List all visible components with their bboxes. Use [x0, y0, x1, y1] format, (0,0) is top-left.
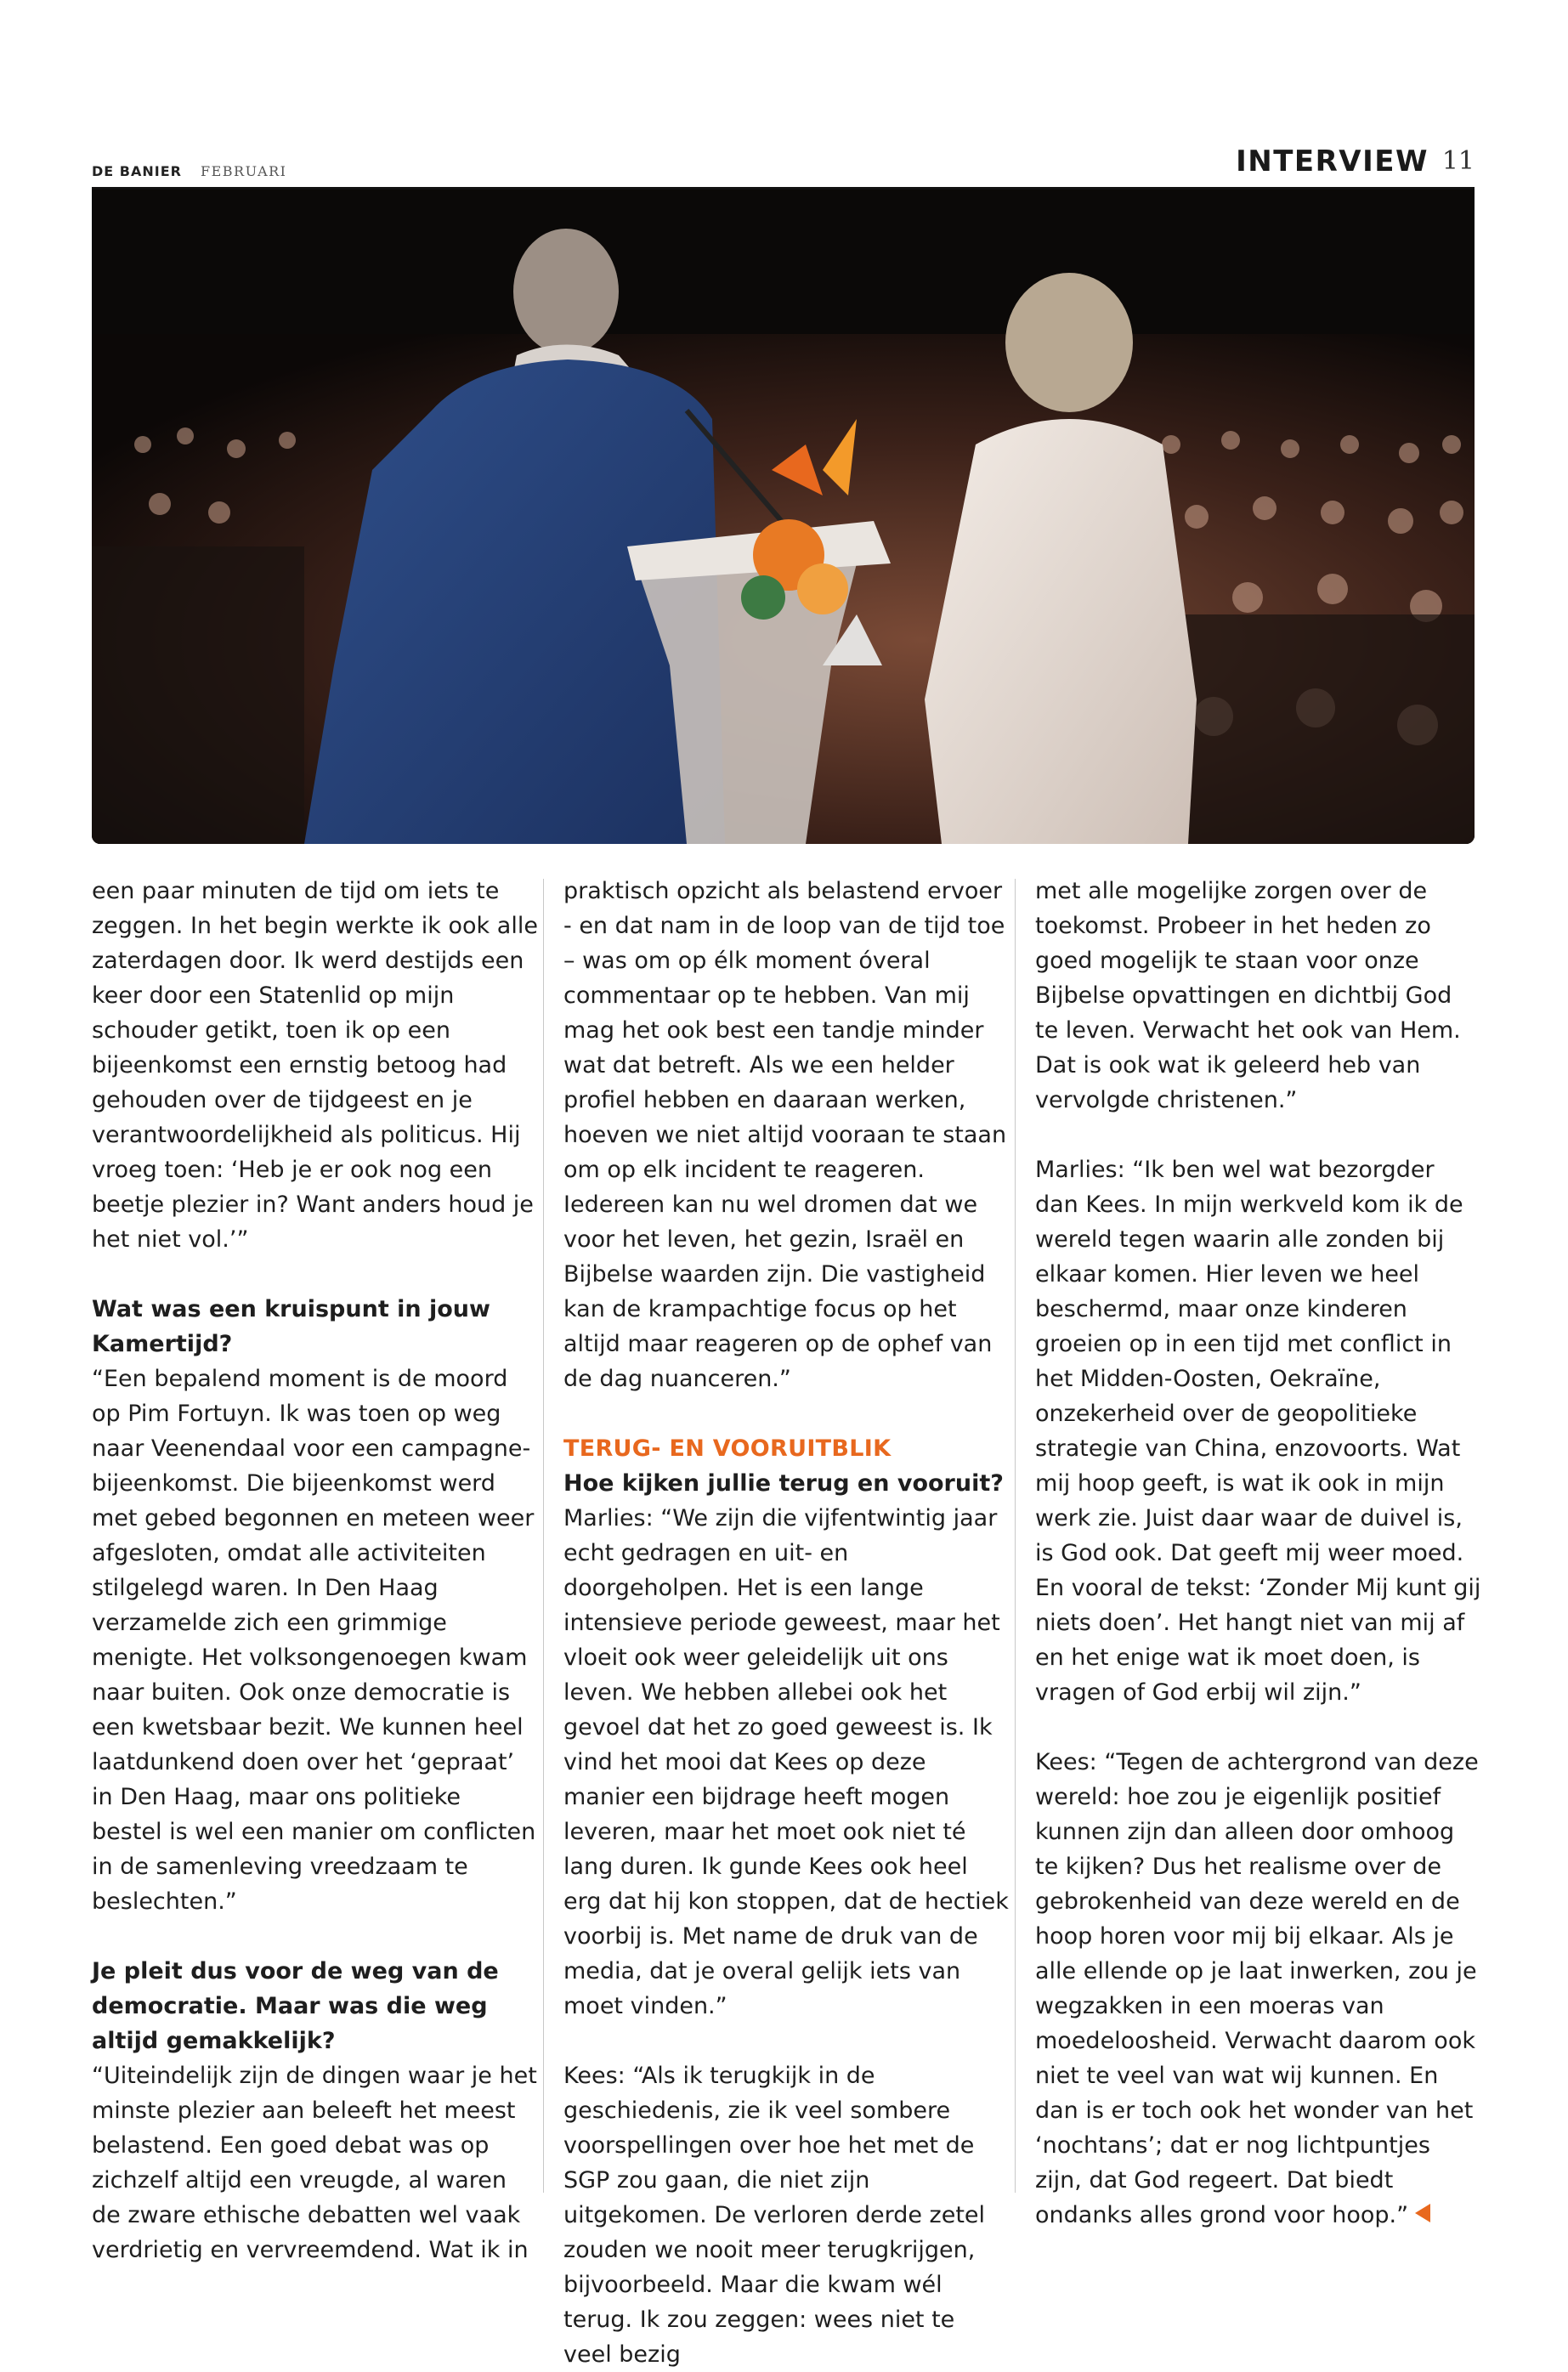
publication-name: DE BANIER [92, 163, 182, 179]
issue-month: FEBRUARI [201, 163, 287, 179]
interview-question [92, 1954, 538, 2058]
paragraph-text: Marlies: “We zijn die vijfentwintig jaar echt gedragen en uit- en doorgeholpen. Het is een lange intensieve periode geweest, maar het vloeit ook weer geleidelijk uit ons leven. We hebben allebei ook het gevoel dat het zo goed geweest is. Ik vind het mooi dat Kees op deze manier een bijdrage heeft mogen leveren, maar het moet ook niet té lang duren. Ik gunde Kees ook heel erg dat hij kon stoppen, dat de hectiek voorbij is. Met name de druk van de media, dat je overal gelijk iets van moet vinden.” [563, 1505, 1009, 2019]
page-header [92, 143, 1475, 187]
end-of-article-icon [1415, 2204, 1430, 2222]
paragraph-text: Marlies: “Ik ben wel wat bezorgder dan Kees. In mijn werkveld kom ik de wereld tegen waarin alle zonden bij elkaar komen. Hier leven we heel beschermd, maar onze kinderen groeien op in een tijd met conflict in het Midden-Oosten, Oekraïne, onzekerheid over de geopolitieke strategie van China, enzovoorts. Wat mij hoop geeft, is wat ik ook in mijn werk zie. Juist daar waar de duivel is, is God ook. Dat geeft mij weer moed. En vooral de tekst: ‘Zonder Mij kunt gij niets doen’. Het hangt niet van mij af en het enige wat ik moet doen, is vragen of God erbij wil zijn.” [1035, 1157, 1481, 1706]
article-column-1 [92, 874, 538, 2267]
paragraph-spacer [92, 1257, 538, 1292]
paragraph-text: Hoe kijken jullie terug en vooruit? [563, 1470, 1004, 1497]
article-column-2 [563, 874, 1010, 2372]
paragraph-text: Kees: “Als ik terugkijk in de geschiedenis, zie ik veel sombere voorspellingen over hoe het met de SGP zou gaan, die niet zijn uitgekomen. De verloren derde zetel zouden we nooit meer terugkrijgen, bijvoorbeeld. Maar die kwam wél terug. Ik zou zeggen: wees niet te veel bezig [563, 2063, 986, 2368]
page-number: 11 [1441, 146, 1475, 176]
paragraph-text: Kees: “Tegen de achtergrond van deze wereld: hoe zou je eigenlijk positief kunnen zijn dan alleen door omhoog te kijken? Dus het realisme over de gebrokenheid van deze wereld en de hoop horen voor mij bij elkaar. Als je alle ellende op je laat inwerken, zou je wegzakken in een moeras van moedeloosheid. Verwacht daarom ook niet te veel van wat wij kunnen. En dan is er toch ook het wonder van het ‘nochtans’; dat er nog lichtpuntjes zijn, dat God regeert. Dat biedt ondanks alles grond voor hoop.” [1035, 1749, 1479, 2228]
paragraph-spacer [563, 2024, 1010, 2058]
paragraph-spacer [1035, 1118, 1481, 1152]
body-paragraph [1035, 874, 1481, 1118]
body-paragraph [563, 874, 1010, 1396]
body-paragraph [92, 1361, 538, 1919]
body-paragraph [92, 874, 538, 1257]
paragraph-text: “Een bepalend moment is de moord op Pim Fortuyn. Ik was toen op weg naar Veenendaal voor een campagne-bijeenkomst. Die bijeenkomst werd met gebed begonnen en meteen weer afgesloten, omdat alle activiteiten stilgelegd waren. In Den Haag verzamelde zich een grimmige menigte. Het volksongenoegen kwam naar buiten. Ook onze democratie is een kwetsbaar bezit. We kunnen heel laatdunkend doen over het ‘gepraat’ in Den Haag, maar ons politieke bestel is wel een manier om conflicten in de samenleving vreedzaam te beslechten.” [92, 1366, 536, 1915]
paragraph-text: met alle mogelijke zorgen over de toekomst. Probeer in het heden zo goed mogelijk te staan voor onze Bijbelse opvattingen en dichtbij God te leven. Verwacht het ook van Hem. Dat is ook wat ik geleerd heb van vervolgde christenen.” [1035, 878, 1461, 1113]
paragraph-text: een paar minuten de tijd om iets te zeggen. In het begin werkte ik ook alle zaterdagen door. Ik werd destijds een keer door een Statenlid op mijn schouder getikt, toen ik op een bijeenkomst een ernstig betoog had gehouden over de tijdgeest en je verantwoordelijkheid als politicus. Hij vroeg toen: ‘Heb je er ook nog een beetje plezier in? Want anders houd je het niet vol.’” [92, 878, 538, 1253]
body-paragraph [1035, 1745, 1481, 2233]
section-title: INTERVIEW [1236, 144, 1429, 178]
paragraph-text: Wat was een kruispunt in jouw Kamertijd? [92, 1296, 490, 1357]
interview-question [563, 1466, 1010, 1501]
paragraph-text: TERUG- EN VOORUITBLIK [563, 1435, 892, 1462]
paragraph-text: Je pleit dus voor de weg van de democratie. Maar was die weg altijd gemakkelijk? [92, 1958, 499, 2054]
body-paragraph [92, 2058, 538, 2267]
photo-speakers-at-podium-icon [92, 190, 1475, 844]
body-paragraph [1035, 1152, 1481, 1710]
body-paragraph [563, 1501, 1010, 2024]
column-divider [543, 879, 544, 2193]
paragraph-spacer [92, 1919, 538, 1954]
article-photo [92, 187, 1475, 844]
body-paragraph [563, 2058, 1010, 2372]
paragraph-text: “Uiteindelijk zijn de dingen waar je het minste plezier aan beleeft het meest belastend. Een goed debat was op zichzelf altijd een vreugde, al waren de zware ethische debatten wel vaak verdrietig en vervreemdend. Wat ik in [92, 2063, 537, 2263]
interview-question [92, 1292, 538, 1361]
column-divider [1015, 879, 1016, 2193]
paragraph-text: praktisch opzicht als belastend ervoer - en dat nam in de loop van de tijd toe – was om op élk moment óveral commentaar op te hebben. Van mij mag het ook best een tandje minder wat dat betreft. Als we een helder profiel hebben en daaraan werken, hoeven we niet altijd vooraan te staan om op elk incident te reageren. Iedereen kan nu wel dromen dat we voor het leven, het gezin, Israël en Bijbelse waarden zijn. Die vastigheid kan de krampachtige focus op het altijd maar reageren op de ophef van de dag nuanceren.” [563, 878, 1007, 1392]
paragraph-spacer [563, 1396, 1010, 1431]
paragraph-spacer [1035, 1710, 1481, 1745]
article-column-3 [1035, 874, 1481, 2233]
subheading [563, 1431, 1010, 1466]
